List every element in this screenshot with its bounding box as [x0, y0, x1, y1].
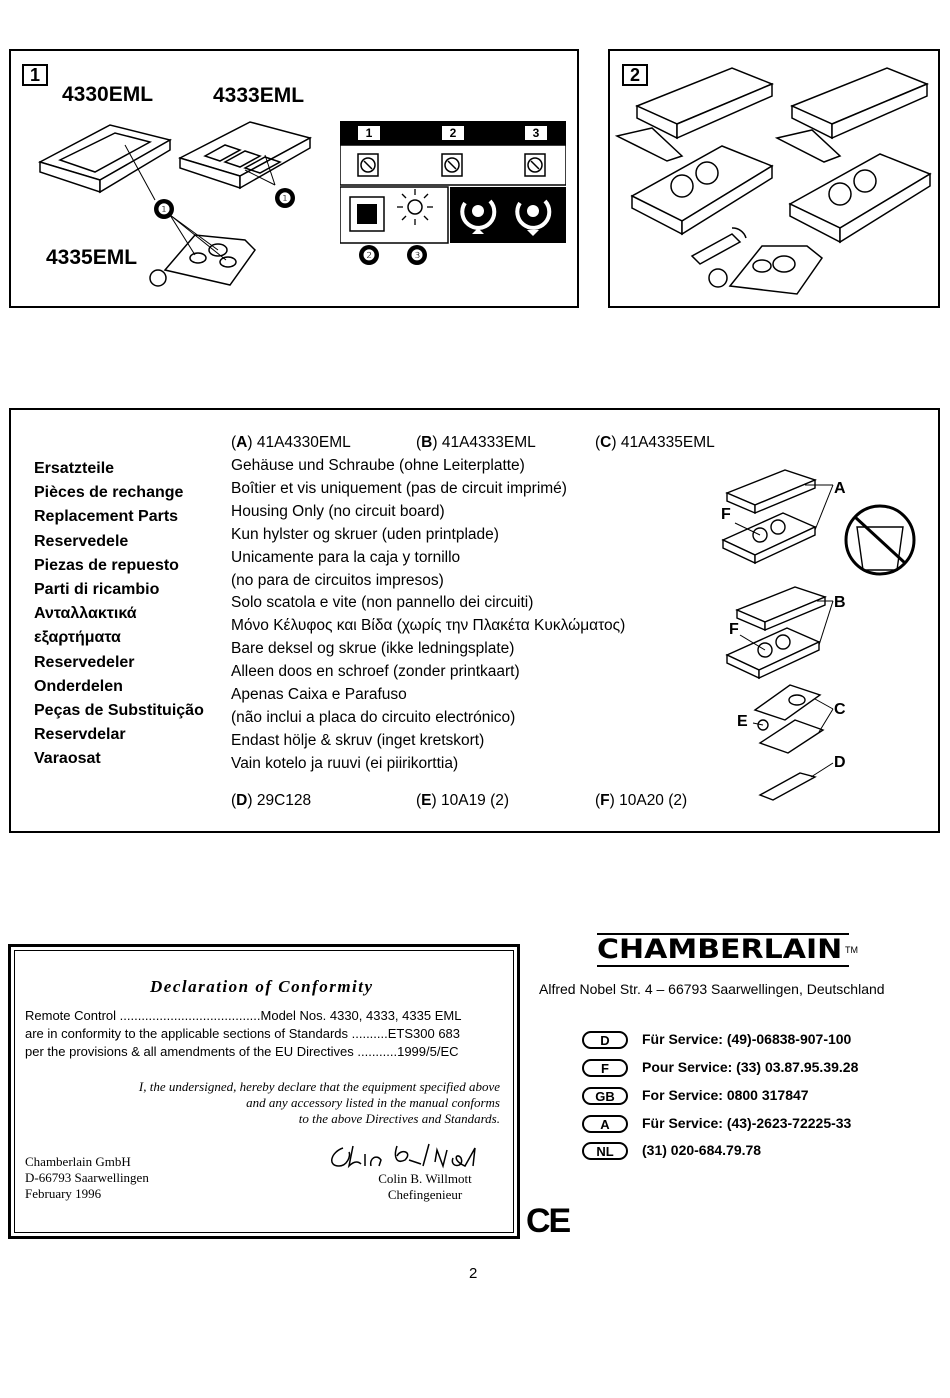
part-letter-f: F: [600, 792, 610, 809]
lang-dutch: Onderdelen: [34, 677, 123, 695]
part-number-c: 41A4335EML: [620, 434, 715, 451]
desc-norwegian: Bare deksel og skrue (ikke ledningsplate): [231, 640, 515, 658]
declaration-statement: [25, 1079, 500, 1127]
diagram-label-f2: F: [729, 621, 739, 638]
battery-replacement-illustration: [612, 56, 937, 301]
part-code-d: (D) 29C128: [231, 792, 312, 809]
lang-spanish: Piezas de repuesto: [34, 556, 179, 574]
lang-swedish: Reservdelar: [34, 726, 126, 744]
desc-portuguese-2: (não inclui a placa do circuito electrónico): [231, 708, 516, 726]
lang-portuguese: Peças de Substituição: [34, 702, 204, 720]
lang-greek-2: εξαρτήματα: [34, 629, 121, 647]
desc-spanish-1: Unicamente para la caja y tornillo: [231, 548, 461, 566]
service-text-f: Pour Service: (33) 03.87.95.39.28: [642, 1059, 859, 1075]
desc-english: Housing Only (no circuit board): [231, 502, 445, 520]
callout-3: ❸: [407, 245, 427, 265]
step-3-label: 3: [525, 126, 547, 140]
figure-2-label: 2: [622, 64, 648, 86]
signature: [325, 1138, 495, 1174]
lang-norwegian: Reservedeler: [34, 653, 135, 671]
lang-italian: Parti di ricambio: [34, 581, 160, 599]
diagram-label-a: A: [834, 480, 846, 497]
company-block: [25, 1154, 149, 1202]
service-text-d: Für Service: (49)-06838-907-100: [642, 1031, 852, 1047]
declaration-line-3: per the provisions & all amendments of the EU Directives ...........1999/5/EC: [25, 1044, 459, 1059]
replacement-parts-languages: [34, 457, 204, 772]
figure-1-label: 1: [22, 64, 48, 86]
statement-line-2: and any accessory listed in the manual conforms: [246, 1095, 500, 1110]
callout-2: ❷: [359, 245, 379, 265]
model-4335eml-label: 4335EML: [46, 246, 138, 269]
housing-descriptions: [231, 455, 625, 776]
diagram-label-f1: F: [721, 506, 731, 523]
country-badge-gb: GB: [582, 1087, 628, 1105]
desc-french: Boîtier et vis uniquement (pas de circuit imprimé): [231, 479, 567, 497]
desc-greek: Μόνο Κέλυφος και Βίδα (χωρίς την Πλακέτα Κυκλώματος): [231, 617, 626, 635]
diagram-label-b: B: [834, 594, 846, 611]
company-address: D-66793 Saarwellingen: [25, 1170, 149, 1185]
part-letter-c: C: [600, 434, 612, 451]
exploded-parts-illustration: [715, 455, 925, 810]
part-letter-a: A: [236, 434, 248, 451]
part-letter-d: D: [236, 792, 248, 809]
desc-finnish: Vain kotelo ja ruuvi (ei piirikorttia): [231, 754, 459, 772]
signer-block: [360, 1171, 490, 1203]
service-text-nl: (31) 020-684.79.78: [642, 1142, 762, 1158]
step-1-label: 1: [358, 126, 380, 140]
ce-mark: CE: [526, 1202, 570, 1240]
diagram-label-c: C: [834, 701, 846, 718]
declaration-line-2: are in conformity to the applicable sections of Standards ..........ETS300 683: [25, 1026, 461, 1041]
country-badge-nl: NL: [582, 1142, 628, 1160]
statement-line-3: to the above Directives and Standards.: [298, 1111, 500, 1126]
statement-line-1: I, the undersigned, hereby declare that the equipment specified above: [138, 1079, 500, 1094]
diagram-label-e: E: [737, 713, 748, 730]
lang-german: Ersatzteile: [34, 460, 115, 477]
programming-steps-illustration: [340, 145, 566, 245]
lang-french: Pièces de rechange: [34, 484, 184, 502]
chamberlain-logo: [597, 933, 849, 967]
part-number-b: 41A4333EML: [441, 434, 536, 451]
part-code-c: (C) 41A4335EML: [595, 434, 715, 451]
country-badge-f: F: [582, 1059, 628, 1077]
lang-greek-1: Ανταλλακτικά: [34, 605, 137, 623]
signer-role: Chefingenieur: [387, 1187, 463, 1202]
lang-danish: Reservedele: [34, 532, 129, 550]
part-code-f: (F) 10A20 (2): [595, 792, 688, 809]
brand-address: Alfred Nobel Str. 4 – 66793 Saarwellingen, Deutschland: [539, 981, 885, 997]
part-code-b: (B) 41A4333EML: [416, 434, 536, 451]
declaration-line-1: Remote Control .......................................Model Nos. 4330, 4333, 4335 EML: [25, 1008, 462, 1023]
service-text-gb: For Service: 0800 317847: [642, 1087, 809, 1103]
step-2-label: 2: [442, 126, 464, 140]
model-4333eml-label: 4333EML: [213, 84, 305, 107]
trademark: TM: [845, 945, 858, 955]
desc-portuguese-1: Apenas Caixa e Parafuso: [231, 686, 407, 704]
callout-1-a: ❶: [154, 199, 174, 219]
part-number-a: 41A4330EML: [256, 434, 351, 451]
declaration-date: February 1996: [25, 1186, 102, 1201]
lang-english: Replacement Parts: [34, 508, 179, 526]
brand-name: CHAMBERLAIN: [597, 933, 843, 966]
part-letter-e: E: [421, 792, 432, 809]
declaration-title: Declaration of Conformity: [150, 977, 374, 996]
desc-dutch: Alleen doos en schroef (zonder printkaart): [231, 663, 520, 681]
page-number: 2: [469, 1265, 478, 1282]
desc-italian: Solo scatola e vite (non pannello dei circuiti): [231, 594, 534, 612]
callout-1-b: ❶: [275, 188, 295, 208]
desc-swedish: Endast höljе & skruv (inget kretskort): [231, 731, 485, 749]
country-badge-d: D: [582, 1031, 628, 1049]
company-name: Chamberlain GmbH: [25, 1154, 131, 1169]
model-4330eml-label: 4330EML: [62, 83, 154, 106]
part-number-f: 10A20 (2): [619, 792, 688, 809]
service-text-a: Für Service: (43)-2623-72225-33: [642, 1115, 852, 1131]
part-number-d: 29C128: [256, 792, 312, 809]
signer-name: Colin B. Willmott: [378, 1171, 472, 1186]
part-code-e: (E) 10A19 (2): [416, 792, 510, 809]
part-letter-b: B: [421, 434, 433, 451]
country-badge-a: A: [582, 1115, 628, 1133]
lang-finnish: Varaosat: [34, 750, 101, 768]
part-code-a: (A) 41A4330EML: [231, 434, 351, 451]
part-number-e: 10A19 (2): [440, 792, 510, 809]
desc-spanish-2: (no para de circuitos impresos): [231, 571, 444, 589]
desc-german: Gehäuse und Schraube (ohne Leiterplatte): [231, 457, 525, 474]
desc-danish: Kun hylster og skruer (uden printplade): [231, 525, 499, 543]
diagram-label-d: D: [834, 754, 846, 771]
